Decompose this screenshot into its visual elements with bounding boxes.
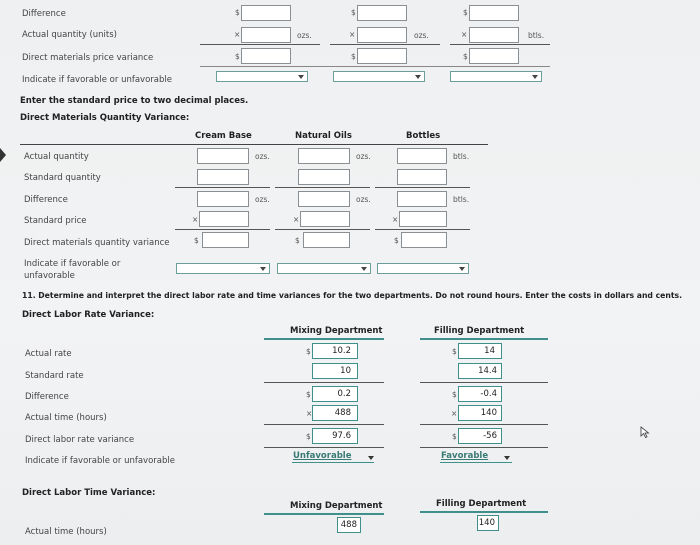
row-label-actual-quantity: Actual quantity (24, 152, 89, 162)
actual-quantity-input-oils[interactable] (298, 148, 350, 164)
favorable-select-mixing[interactable]: Unfavorable (293, 451, 352, 461)
actual-qty-input-cream[interactable] (241, 27, 291, 43)
standard-rate-value-filling: 14.4 (478, 366, 497, 376)
divider (330, 44, 440, 45)
currency-sign: $ (452, 347, 457, 356)
currency-sign: $ (452, 390, 457, 399)
actual-quantity-input-bottles[interactable] (397, 148, 447, 164)
favorable-select-cream[interactable] (176, 263, 270, 274)
times-sign: × (349, 30, 356, 39)
standard-quantity-input-bottles[interactable] (397, 169, 447, 185)
currency-sign: $ (463, 52, 468, 61)
currency-sign: $ (394, 236, 399, 245)
favorable-select-bottles[interactable] (377, 263, 469, 274)
rate-variance-value-filling: -56 (483, 431, 497, 441)
unit-label: ozs. (297, 31, 312, 40)
divider (375, 229, 470, 230)
unit-label: btls. (453, 152, 470, 161)
standard-rate-input-filling[interactable] (458, 363, 502, 379)
standard-rate-value-mixing: 10 (340, 366, 351, 376)
divider (450, 44, 550, 45)
row-pointer-icon (0, 148, 6, 162)
divider (264, 382, 384, 383)
row-label-dm-quantity-variance: Direct materials quantity variance (24, 238, 170, 248)
divider (275, 229, 370, 230)
currency-sign: $ (351, 52, 356, 61)
actual-rate-input-mixing[interactable] (312, 343, 358, 359)
header-underline (20, 144, 488, 145)
difference-input-oils[interactable] (298, 191, 350, 207)
standard-price-input-bottles[interactable] (399, 211, 447, 227)
section-title-dm-quantity: Direct Materials Quantity Variance: (20, 113, 190, 123)
actual-qty-input-bottles[interactable] (469, 27, 519, 43)
favorable-select-oils[interactable] (277, 263, 371, 274)
times-sign: × (293, 215, 300, 224)
column-header-filling-time: Filling Department (436, 499, 527, 509)
row-label-favorable-top: Indicate if favorable or unfavorable (22, 75, 172, 85)
price-variance-input-oils[interactable] (357, 48, 407, 64)
difference-input-bottles[interactable] (469, 5, 519, 21)
rate-variance-value-mixing: 97.6 (332, 431, 351, 441)
currency-sign: $ (351, 8, 356, 17)
select-underline (292, 462, 374, 463)
currency-sign: $ (306, 347, 311, 356)
chevron-down-icon (504, 456, 510, 460)
difference-value-mixing: 0.2 (337, 389, 351, 399)
actual-time-value-mixing-2: 488 (340, 520, 357, 530)
actual-quantity-input-cream[interactable] (197, 148, 249, 164)
actual-rate-value-mixing: 10.2 (332, 346, 351, 356)
column-header-bottles: Bottles (406, 131, 441, 141)
column-header-mixing: Mixing Department (290, 326, 383, 336)
question-11-text: 11. Determine and interpret the direct labor rate and time variances for the two departments. Do not round hours. Enter the costs in dollars and cents. (22, 291, 683, 300)
currency-sign: $ (463, 8, 468, 17)
unit-label: ozs. (414, 31, 429, 40)
times-sign: × (306, 409, 313, 418)
instruction-price: Enter the standard price to two decimal places. (20, 96, 249, 106)
standard-price-input-cream[interactable] (199, 211, 249, 227)
currency-sign: $ (194, 236, 199, 245)
header-underline-mixing (264, 338, 384, 340)
actual-time-input-mixing-2[interactable] (337, 517, 361, 533)
favorable-select-oils[interactable] (333, 71, 425, 82)
column-header-filling: Filling Department (434, 326, 525, 336)
currency-sign: $ (235, 52, 240, 61)
unit-label: ozs. (255, 195, 270, 204)
price-variance-input-cream[interactable] (241, 48, 291, 64)
unit-label: btls. (453, 195, 470, 204)
favorable-select-cream[interactable] (216, 71, 308, 82)
difference-value-filling: -0.4 (480, 389, 497, 399)
row-label-dl-rate-variance: Direct labor rate variance (25, 435, 135, 445)
divider (420, 424, 548, 425)
actual-time-input-filling-2[interactable] (477, 515, 499, 531)
currency-sign: $ (452, 432, 457, 441)
row-label-difference: Difference (24, 195, 68, 205)
rate-variance-input-mixing[interactable] (312, 428, 358, 444)
times-sign: × (461, 30, 468, 39)
row-label-actual-time: Actual time (hours) (25, 413, 107, 423)
divider (275, 187, 370, 188)
row-label-favorable-rate: Indicate if favorable or unfavorable (25, 456, 175, 466)
quantity-variance-input-cream[interactable] (202, 232, 249, 248)
row-label-difference-top: Difference (22, 9, 66, 19)
favorable-select-bottles[interactable] (450, 71, 542, 82)
mouse-cursor-icon (640, 426, 650, 438)
row-label-standard-rate: Standard rate (25, 371, 84, 381)
standard-quantity-input-cream[interactable] (197, 169, 249, 185)
divider (175, 229, 270, 230)
header-underline-mixing (264, 513, 384, 515)
price-variance-input-bottles[interactable] (469, 48, 519, 64)
column-header-mixing-time: Mixing Department (290, 501, 383, 511)
standard-rate-input-mixing[interactable] (312, 363, 358, 379)
quantity-variance-input-oils[interactable] (303, 232, 350, 248)
divider (175, 187, 270, 188)
standard-price-input-oils[interactable] (300, 211, 350, 227)
actual-time-value-filling-2: 140 (478, 518, 495, 528)
difference-input-cream[interactable] (241, 5, 291, 21)
row-label-favorable-line2: unfavorable (24, 271, 75, 281)
currency-sign: $ (306, 432, 311, 441)
divider (420, 447, 548, 448)
row-label-standard-quantity: Standard quantity (24, 173, 101, 183)
actual-time-value-filling: 140 (480, 408, 497, 418)
row-label-favorable-line1: Indicate if favorable or (24, 259, 121, 269)
row-label-actual-time-2: Actual time (hours) (25, 527, 107, 537)
row-label-standard-price: Standard price (24, 216, 87, 226)
currency-sign: $ (295, 236, 300, 245)
actual-time-input-mixing[interactable] (312, 405, 358, 421)
section-title-dl-time: Direct Labor Time Variance: (22, 488, 156, 498)
section-title-dl-rate: Direct Labor Rate Variance: (22, 310, 155, 320)
divider (264, 424, 384, 425)
chevron-down-icon (368, 456, 374, 460)
rate-variance-input-filling[interactable] (458, 428, 502, 444)
difference-input-cream[interactable] (197, 191, 249, 207)
unit-label: ozs. (356, 152, 371, 161)
column-header-natural-oils: Natural Oils (295, 131, 352, 141)
difference-input-filling[interactable] (458, 386, 502, 402)
header-underline-filling (420, 511, 548, 513)
difference-input-bottles[interactable] (397, 191, 447, 207)
times-sign: × (451, 409, 458, 418)
column-header-cream-base: Cream Base (195, 131, 252, 141)
actual-time-input-filling[interactable] (458, 405, 502, 421)
unit-label: btls. (528, 31, 545, 40)
favorable-select-filling[interactable]: Favorable (441, 451, 489, 461)
times-sign: × (392, 215, 399, 224)
unit-label: ozs. (255, 152, 270, 161)
actual-qty-input-oils[interactable] (357, 27, 407, 43)
select-underline (440, 462, 512, 463)
row-label-dm-price-variance: Direct materials price variance (22, 53, 154, 63)
divider (200, 66, 550, 67)
actual-time-value-mixing: 488 (334, 408, 351, 418)
standard-quantity-input-oils[interactable] (298, 169, 350, 185)
actual-rate-value-filling: 14 (484, 346, 495, 356)
divider (200, 44, 320, 45)
quantity-variance-input-bottles[interactable] (401, 232, 447, 248)
unit-label: ozs. (356, 195, 371, 204)
row-label-actual-quantity-units: Actual quantity (units) (22, 30, 117, 40)
divider (375, 187, 470, 188)
header-underline-filling (420, 338, 548, 340)
divider (420, 382, 548, 383)
times-sign: × (192, 215, 199, 224)
currency-sign: $ (306, 390, 311, 399)
difference-input-oils[interactable] (357, 5, 407, 21)
actual-rate-input-filling[interactable] (458, 343, 502, 359)
row-label-difference-rate: Difference (25, 392, 69, 402)
difference-input-mixing[interactable] (312, 386, 358, 402)
divider (264, 447, 384, 448)
row-label-actual-rate: Actual rate (25, 349, 72, 359)
currency-sign: $ (235, 8, 240, 17)
times-sign: × (234, 30, 241, 39)
